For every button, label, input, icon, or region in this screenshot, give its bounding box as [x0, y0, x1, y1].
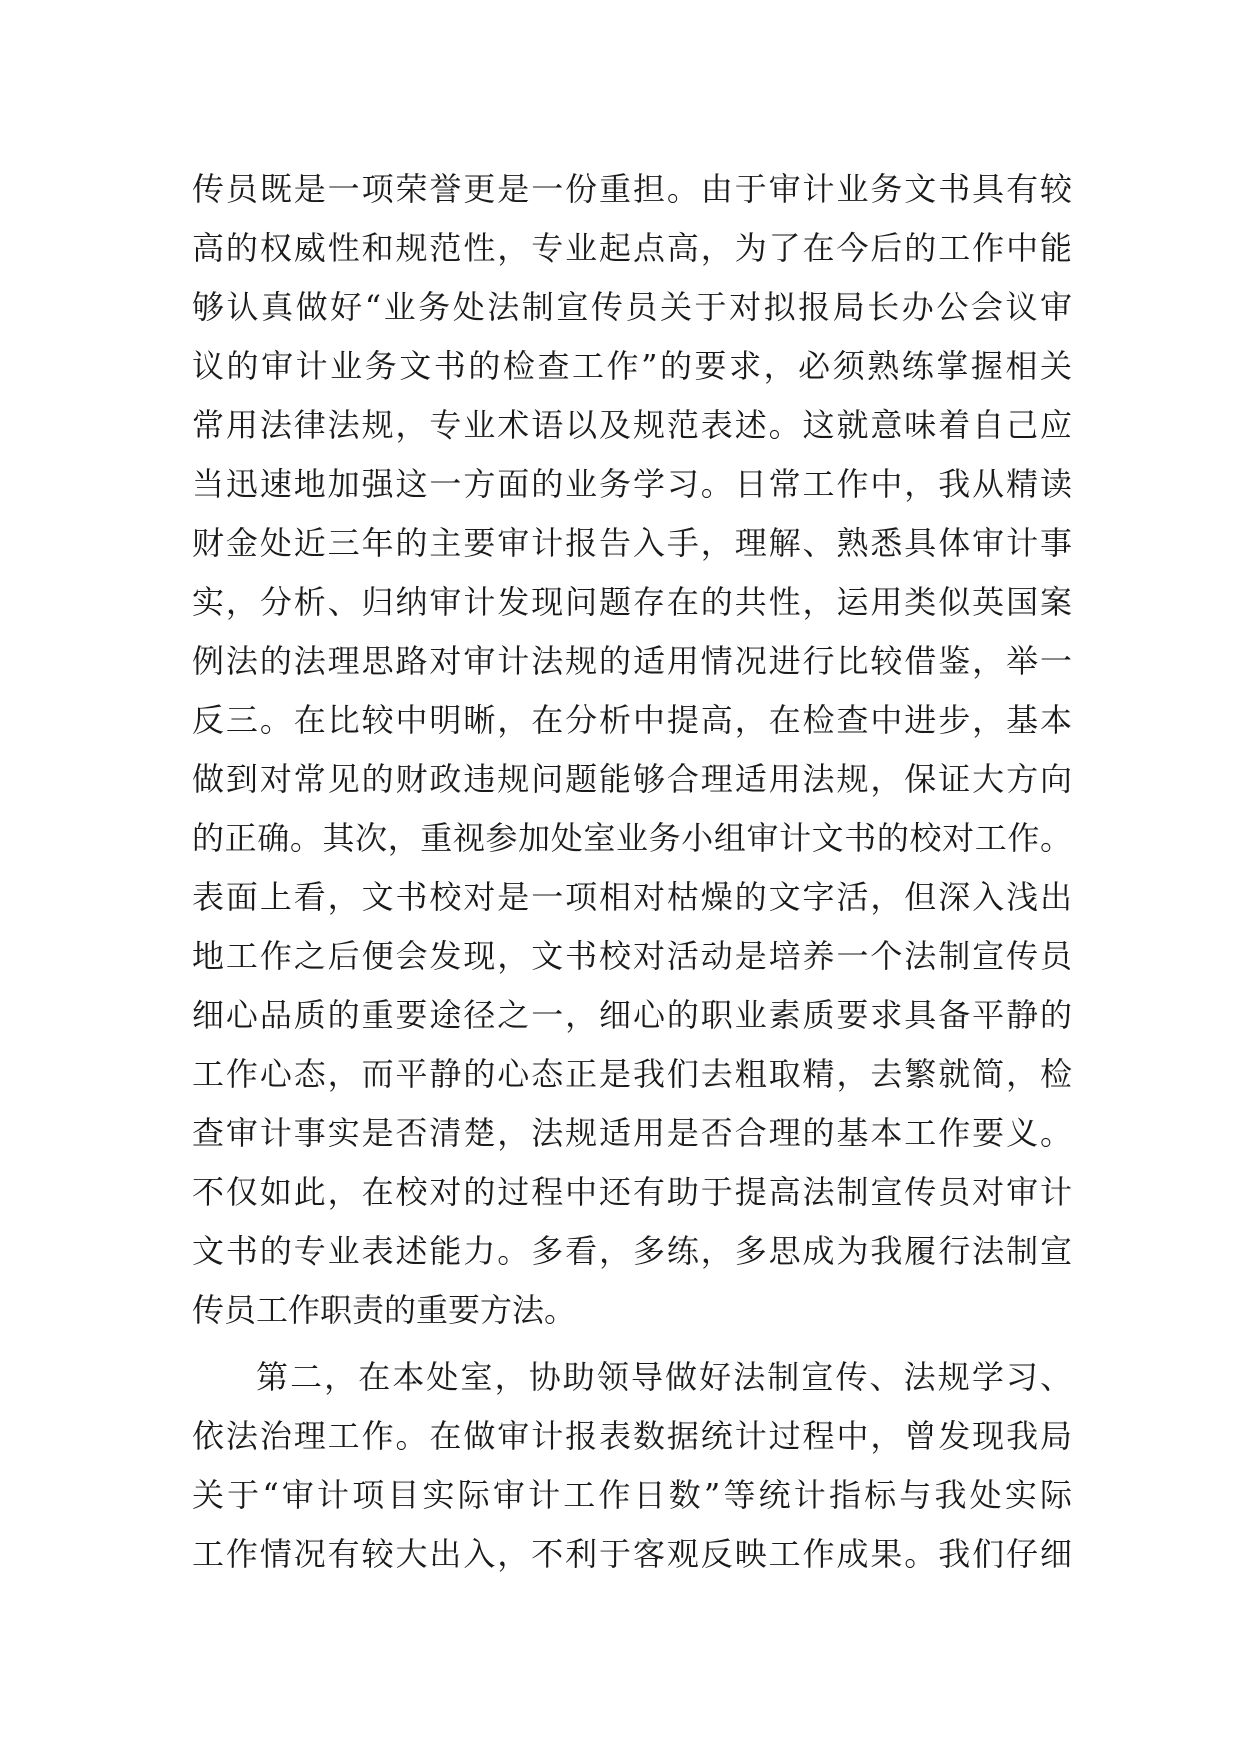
text-line: 细心品质的重要途径之一，细心的职业素质要求具备平静的	[192, 996, 1072, 1034]
text-line: 不仅如此，在校对的过程中还有助于提高法制宣传员对审计	[192, 1173, 1072, 1211]
paragraph-2	[192, 1348, 1072, 1584]
text-line: 做到对常见的财政违规问题能够合理适用法规，保证大方向	[192, 760, 1072, 798]
text-line: 表面上看，文书校对是一项相对枯燥的文字活，但深入浅出	[192, 878, 1072, 916]
text-line: 第二，在本处室，协助领导做好法制宣传、法规学习、	[256, 1358, 1072, 1396]
text-line: 查审计事实是否清楚，法规适用是否合理的基本工作要义。	[192, 1114, 1072, 1152]
text-line: 财金处近三年的主要审计报告入手，理解、熟悉具体审计事	[192, 524, 1072, 562]
text-line: 议的审计业务文书的检查工作”的要求，必须熟练掌握相关	[192, 347, 1072, 385]
text-line: 实，分析、归纳审计发现问题存在的共性，运用类似英国案	[192, 583, 1072, 621]
text-line: 例法的法理思路对审计法规的适用情况进行比较借鉴，举一	[192, 642, 1072, 680]
text-line: 传员既是一项荣誉更是一份重担。由于审计业务文书具有较	[192, 170, 1072, 208]
text-line: 够认真做好“业务处法制宣传员关于对拟报局长办公会议审	[192, 288, 1072, 326]
text-line: 当迅速地加强这一方面的业务学习。日常工作中，我从精读	[192, 465, 1072, 503]
paragraph-1	[192, 160, 1072, 1340]
paragraph-spacing	[192, 1340, 1072, 1348]
text-line: 的正确。其次，重视参加处室业务小组审计文书的校对工作。	[192, 819, 1072, 857]
text-line: 文书的专业表述能力。多看，多练，多思成为我履行法制宣	[192, 1232, 1072, 1270]
text-line: 依法治理工作。在做审计报表数据统计过程中，曾发现我局	[192, 1417, 1072, 1455]
text-line: 高的权威性和规范性，专业起点高，为了在今后的工作中能	[192, 229, 1072, 267]
text-line: 反三。在比较中明晰，在分析中提高，在检查中进步，基本	[192, 701, 1072, 739]
body-text	[192, 160, 1072, 1584]
text-line: 常用法律法规，专业术语以及规范表述。这就意味着自己应	[192, 406, 1072, 444]
text-line: 工作情况有较大出入，不利于客观反映工作成果。我们仔细	[192, 1535, 1072, 1573]
text-line: 关于“审计项目实际审计工作日数”等统计指标与我处实际	[192, 1476, 1072, 1514]
text-line: 地工作之后便会发现，文书校对活动是培养一个法制宣传员	[192, 937, 1072, 975]
text-line: 工作心态，而平静的心态正是我们去粗取精，去繁就简，检	[192, 1055, 1072, 1093]
text-line: 传员工作职责的重要方法。	[192, 1291, 577, 1329]
